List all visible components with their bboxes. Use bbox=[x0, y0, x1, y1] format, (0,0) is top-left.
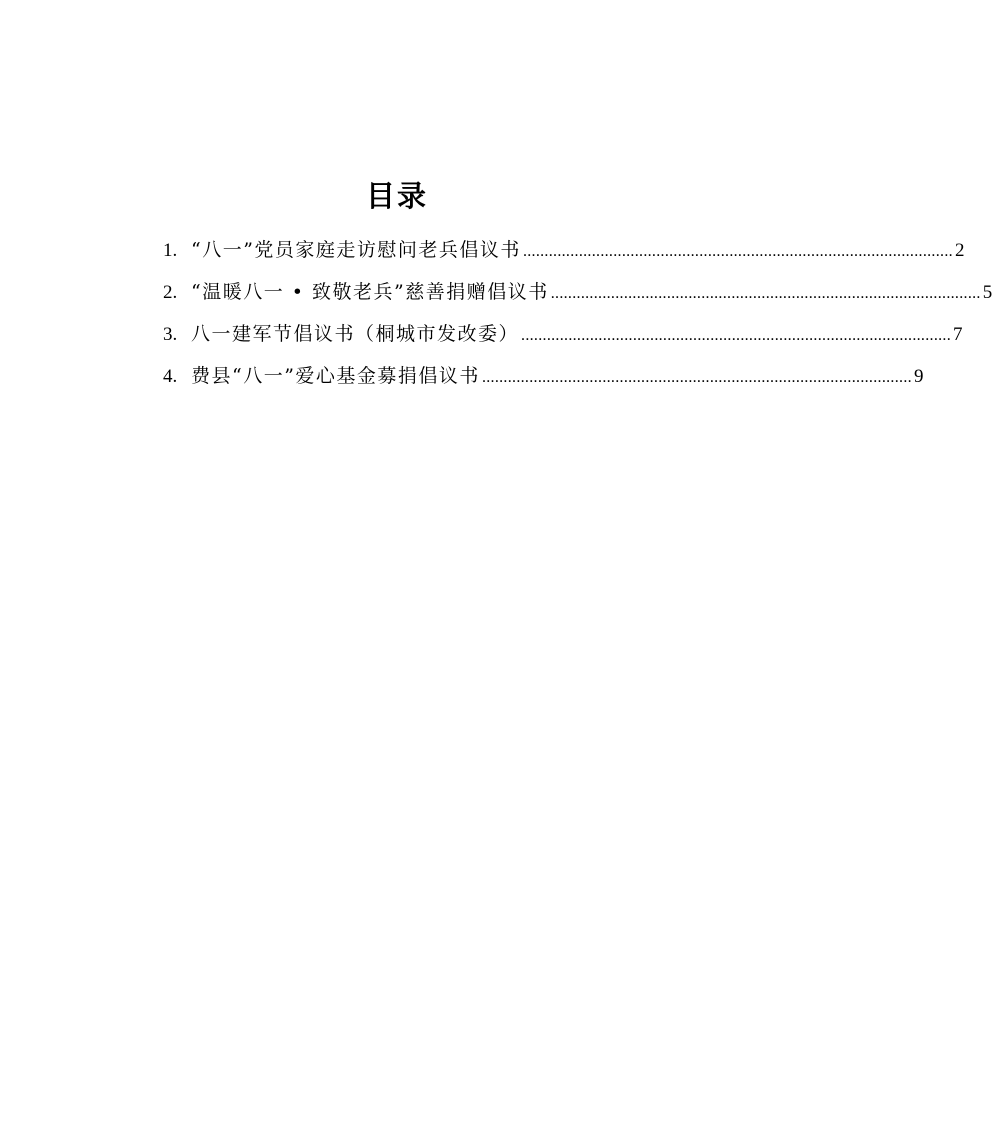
toc-entry-title: “温暖八一 • 致敬老兵”慈善捐赠倡议书 bbox=[191, 281, 549, 303]
toc-entry-page: 7 bbox=[953, 324, 963, 345]
toc-entry-number: 1. bbox=[163, 240, 178, 261]
toc-entry[interactable] bbox=[163, 236, 965, 278]
toc-dot-leader: .................................................................................................... bbox=[521, 327, 952, 344]
toc-entry[interactable] bbox=[163, 362, 924, 404]
toc-entry[interactable] bbox=[163, 320, 963, 362]
toc-entry-page: 5 bbox=[982, 282, 992, 303]
toc-title: 目录 bbox=[365, 179, 428, 213]
toc-entry-title: 八一建军节倡议书（桐城市发改委） bbox=[191, 323, 520, 345]
toc-entry-number: 4. bbox=[163, 366, 178, 387]
toc-entry-number: 2. bbox=[163, 282, 178, 303]
toc-list bbox=[163, 236, 992, 404]
toc-entry-title: “八一”党员家庭走访慰问老兵倡议书 bbox=[191, 239, 521, 261]
toc-entry-number: 3. bbox=[163, 324, 178, 345]
toc-entry-title: 费县“八一”爱心基金募捐倡议书 bbox=[191, 365, 480, 387]
toc-dot-leader: .................................................................................................... bbox=[550, 285, 981, 302]
toc-dot-leader: .................................................................................................... bbox=[481, 369, 912, 386]
toc-entry-page: 9 bbox=[913, 366, 924, 387]
toc-entry[interactable] bbox=[163, 278, 992, 320]
toc-dot-leader: .................................................................................................... bbox=[522, 243, 953, 260]
toc-entry-page: 2 bbox=[954, 240, 965, 261]
